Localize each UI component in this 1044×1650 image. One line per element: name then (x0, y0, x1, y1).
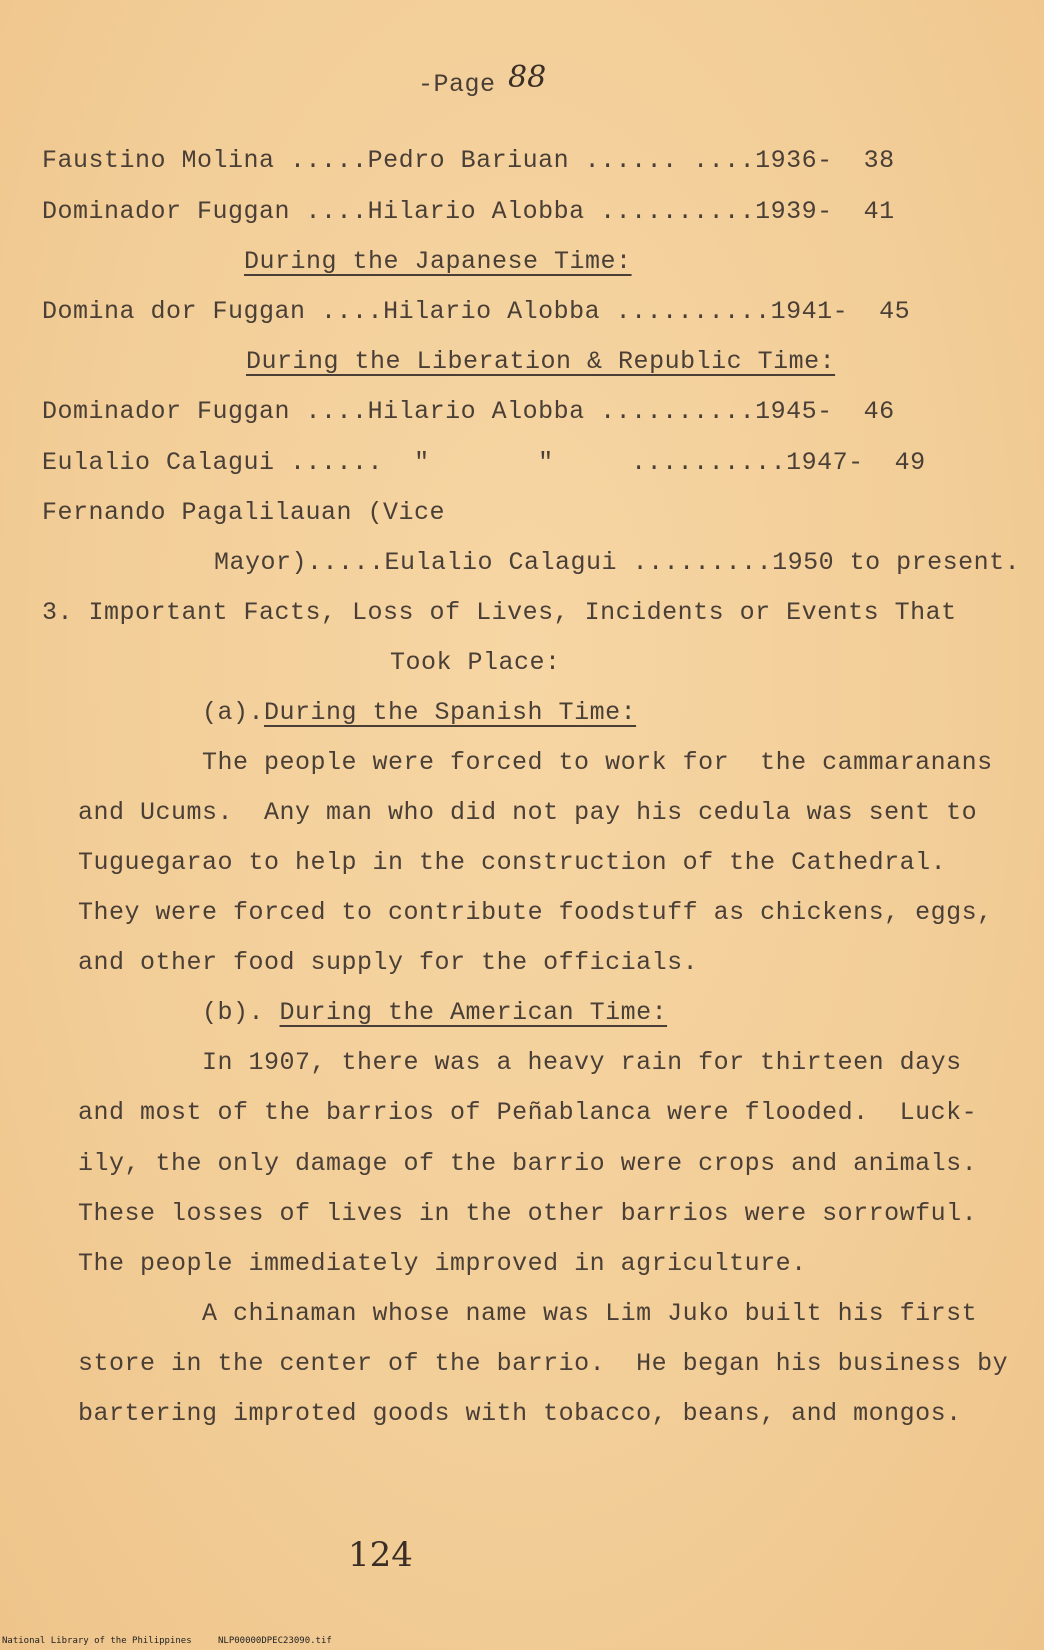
spanish-time-heading: During the Spanish Time: (264, 698, 637, 727)
paragraph-line: and Ucums. Any man who did not pay his cedula was sent to (78, 798, 978, 827)
paragraph-line: These losses of lives in the other barrios were sorrowful. (78, 1199, 978, 1228)
footer-library-name: National Library of the Philippines (2, 1636, 192, 1646)
paragraph-line: and most of the barrios of Peñablanca were flooded. Luck- (78, 1098, 978, 1127)
page-prefix: -Page (418, 70, 496, 99)
paragraph-line: and other food supply for the officials. (78, 948, 699, 977)
footer-file-name: NLP00000DPEC23090.tif (218, 1636, 332, 1646)
handwritten-page-number: 88 (508, 60, 547, 95)
liberation-time-heading: During the Liberation & Republic Time: (246, 347, 836, 376)
paragraph-line: The people immediately improved in agriculture. (78, 1249, 807, 1278)
official-row: Eulalio Calagui ...... " " ..........1947- 49 (42, 448, 926, 477)
paragraph-line: The people were forced to work for the cammaranans (202, 748, 993, 777)
official-row: Dominador Fuggan ....Hilario Alobba ..........1945- 46 (42, 397, 895, 426)
paragraph-line: bartering improted goods with tobacco, beans, and mongos. (78, 1399, 962, 1428)
paragraph-line: Tuguegarao to help in the construction of the Cathedral. (78, 848, 947, 877)
official-row: Domina dor Fuggan ....Hilario Alobba ..........1941- 45 (42, 297, 911, 326)
page-header (418, 70, 496, 100)
section-3-heading-cont: Took Place: (390, 648, 561, 677)
section-3-heading: 3. Important Facts, Loss of Lives, Incidents or Events That (42, 598, 957, 627)
paragraph-line: In 1907, there was a heavy rain for thirteen days (202, 1048, 962, 1077)
handwritten-folio-number: 124 (348, 1535, 413, 1575)
paragraph-line: They were forced to contribute foodstuff as chickens, eggs, (78, 898, 993, 927)
official-row: Dominador Fuggan ....Hilario Alobba ..........1939- 41 (42, 197, 895, 226)
american-time-subheading (202, 998, 667, 1028)
spanish-time-subheading (202, 698, 636, 728)
paragraph-line: store in the center of the barrio. He began his business by (78, 1349, 1009, 1378)
american-time-heading: During the American Time: (279, 998, 668, 1027)
official-row: Faustino Molina .....Pedro Bariuan ...... ....1936- 38 (42, 146, 895, 175)
vice-mayor-line-2: Mayor).....Eulalio Calagui .........1950 to present. (214, 548, 1021, 577)
paragraph-line: ily, the only damage of the barrio were crops and animals. (78, 1149, 978, 1178)
paragraph-line: A chinaman whose name was Lim Juko built his first (202, 1299, 978, 1328)
subheading-label: (a). (202, 698, 265, 727)
subheading-label: (b). (202, 998, 265, 1027)
japanese-time-heading: During the Japanese Time: (244, 247, 632, 276)
vice-mayor-line-1: Fernando Pagalilauan (Vice (42, 498, 446, 527)
